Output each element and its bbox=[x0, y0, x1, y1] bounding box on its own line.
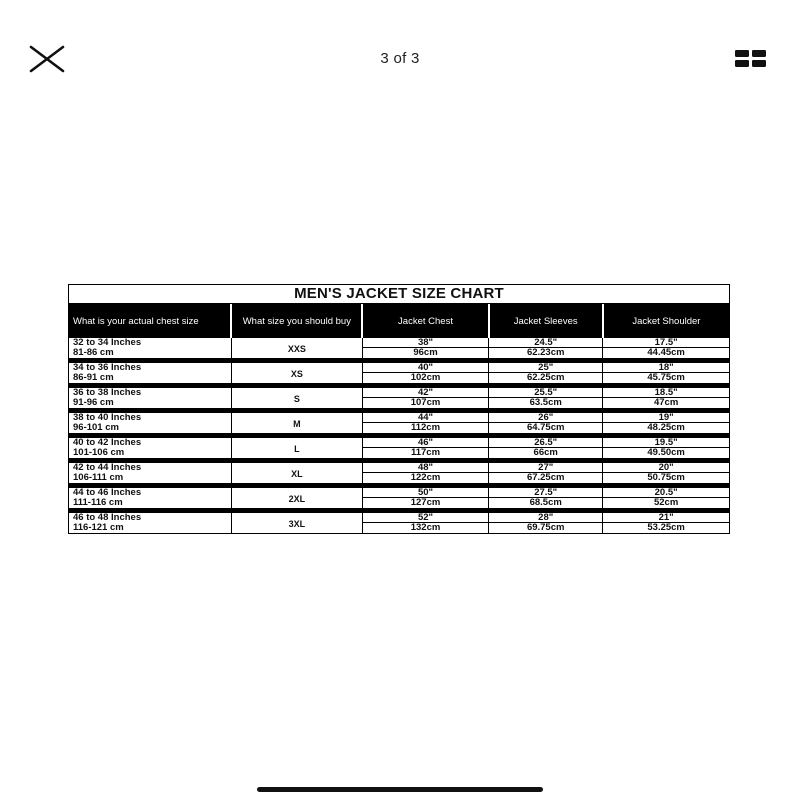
table-row bbox=[69, 388, 729, 398]
jacket-shoulder-cm: 48.25cm bbox=[603, 423, 729, 434]
col-header-jacket-chest: Jacket Chest bbox=[362, 304, 488, 338]
table-row bbox=[69, 488, 729, 498]
table-row bbox=[69, 398, 729, 409]
actual-chest-inches: 46 to 48 Inches bbox=[69, 513, 231, 523]
jacket-shoulder-cm: 50.75cm bbox=[603, 473, 729, 484]
jacket-shoulder-inches: 17.5" bbox=[603, 338, 729, 348]
jacket-chest-cm: 102cm bbox=[362, 373, 488, 384]
recommended-size: L bbox=[231, 438, 362, 458]
table-row bbox=[69, 498, 729, 509]
jacket-sleeves-inches: 27.5" bbox=[489, 488, 603, 498]
jacket-shoulder-cm: 52cm bbox=[603, 498, 729, 509]
recommended-size: XS bbox=[231, 363, 362, 383]
table-row bbox=[69, 348, 729, 359]
table-row bbox=[69, 373, 729, 384]
jacket-sleeves-inches: 25" bbox=[489, 363, 603, 373]
jacket-chest-inches: 42" bbox=[362, 388, 488, 398]
col-header-actual-chest: What is your actual chest size bbox=[69, 304, 231, 338]
viewer-top-bar bbox=[0, 0, 800, 120]
jacket-chest-cm: 117cm bbox=[362, 448, 488, 459]
jacket-chest-inches: 48" bbox=[362, 463, 488, 473]
jacket-chest-cm: 132cm bbox=[362, 523, 488, 534]
jacket-sleeves-inches: 27" bbox=[489, 463, 603, 473]
table-row bbox=[69, 363, 729, 373]
jacket-sleeves-inches: 26.5" bbox=[489, 438, 603, 448]
actual-chest-cm: 86-91 cm bbox=[69, 373, 231, 384]
table-row bbox=[69, 523, 729, 534]
jacket-shoulder-cm: 45.75cm bbox=[603, 373, 729, 384]
actual-chest-cm: 106-111 cm bbox=[69, 473, 231, 484]
recommended-size: S bbox=[231, 388, 362, 408]
jacket-shoulder-cm: 44.45cm bbox=[603, 348, 729, 359]
jacket-chest-inches: 50" bbox=[362, 488, 488, 498]
jacket-chest-inches: 44" bbox=[362, 413, 488, 423]
jacket-sleeves-cm: 63.5cm bbox=[489, 398, 603, 409]
jacket-sleeves-inches: 24.5" bbox=[489, 338, 603, 348]
jacket-sleeves-cm: 64.75cm bbox=[489, 423, 603, 434]
recommended-size: XL bbox=[231, 463, 362, 483]
actual-chest-cm: 91-96 cm bbox=[69, 398, 231, 409]
table-row bbox=[69, 338, 729, 348]
size-chart-body bbox=[69, 338, 729, 533]
col-header-jacket-shoulder: Jacket Shoulder bbox=[603, 304, 729, 338]
recommended-size: M bbox=[231, 413, 362, 433]
jacket-sleeves-cm: 69.75cm bbox=[489, 523, 603, 534]
jacket-shoulder-inches: 18.5" bbox=[603, 388, 729, 398]
actual-chest-inches: 36 to 38 Inches bbox=[69, 388, 231, 398]
jacket-chest-cm: 127cm bbox=[362, 498, 488, 509]
jacket-sleeves-inches: 28" bbox=[489, 513, 603, 523]
recommended-size: 3XL bbox=[231, 513, 362, 533]
jacket-sleeves-cm: 67.25cm bbox=[489, 473, 603, 484]
actual-chest-inches: 34 to 36 Inches bbox=[69, 363, 231, 373]
table-row bbox=[69, 438, 729, 448]
col-header-size-to-buy: What size you should buy bbox=[231, 304, 362, 338]
table-row bbox=[69, 423, 729, 434]
jacket-sleeves-cm: 68.5cm bbox=[489, 498, 603, 509]
jacket-shoulder-cm: 53.25cm bbox=[603, 523, 729, 534]
size-chart-table bbox=[69, 304, 729, 533]
jacket-shoulder-inches: 20" bbox=[603, 463, 729, 473]
image-counter: 3 of 3 bbox=[380, 50, 420, 67]
jacket-sleeves-inches: 26" bbox=[489, 413, 603, 423]
jacket-chest-inches: 46" bbox=[362, 438, 488, 448]
recommended-size: 2XL bbox=[231, 488, 362, 508]
table-row bbox=[69, 513, 729, 523]
actual-chest-cm: 96-101 cm bbox=[69, 423, 231, 434]
jacket-shoulder-cm: 47cm bbox=[603, 398, 729, 409]
size-chart-title: MEN'S JACKET SIZE CHART bbox=[69, 285, 729, 304]
jacket-shoulder-inches: 18" bbox=[603, 363, 729, 373]
jacket-chest-cm: 112cm bbox=[362, 423, 488, 434]
actual-chest-cm: 101-106 cm bbox=[69, 448, 231, 459]
actual-chest-inches: 42 to 44 Inches bbox=[69, 463, 231, 473]
actual-chest-cm: 116-121 cm bbox=[69, 523, 231, 534]
recommended-size: XXS bbox=[231, 338, 362, 358]
jacket-shoulder-inches: 19" bbox=[603, 413, 729, 423]
table-row bbox=[69, 448, 729, 459]
jacket-sleeves-cm: 62.25cm bbox=[489, 373, 603, 384]
actual-chest-cm: 81-86 cm bbox=[69, 348, 231, 359]
actual-chest-inches: 32 to 34 Inches bbox=[69, 338, 231, 348]
table-row bbox=[69, 413, 729, 423]
jacket-chest-inches: 52" bbox=[362, 513, 488, 523]
grid-view-button[interactable] bbox=[735, 50, 767, 68]
jacket-chest-inches: 40" bbox=[362, 363, 488, 373]
actual-chest-inches: 44 to 46 Inches bbox=[69, 488, 231, 498]
jacket-shoulder-inches: 19.5" bbox=[603, 438, 729, 448]
jacket-shoulder-cm: 49.50cm bbox=[603, 448, 729, 459]
jacket-chest-cm: 107cm bbox=[362, 398, 488, 409]
table-row bbox=[69, 473, 729, 484]
actual-chest-cm: 111-116 cm bbox=[69, 498, 231, 509]
size-chart-image[interactable] bbox=[68, 284, 730, 534]
jacket-sleeves-cm: 62.23cm bbox=[489, 348, 603, 359]
actual-chest-inches: 38 to 40 Inches bbox=[69, 413, 231, 423]
table-row bbox=[69, 463, 729, 473]
jacket-sleeves-inches: 25.5" bbox=[489, 388, 603, 398]
col-header-jacket-sleeves: Jacket Sleeves bbox=[489, 304, 603, 338]
grid-view-icon bbox=[735, 50, 767, 68]
jacket-sleeves-cm: 66cm bbox=[489, 448, 603, 459]
table-header-row bbox=[69, 304, 729, 338]
jacket-shoulder-inches: 20.5" bbox=[603, 488, 729, 498]
jacket-shoulder-inches: 21" bbox=[603, 513, 729, 523]
jacket-chest-cm: 96cm bbox=[362, 348, 488, 359]
jacket-chest-inches: 38" bbox=[362, 338, 488, 348]
actual-chest-inches: 40 to 42 Inches bbox=[69, 438, 231, 448]
home-indicator[interactable] bbox=[257, 787, 543, 792]
jacket-chest-cm: 122cm bbox=[362, 473, 488, 484]
